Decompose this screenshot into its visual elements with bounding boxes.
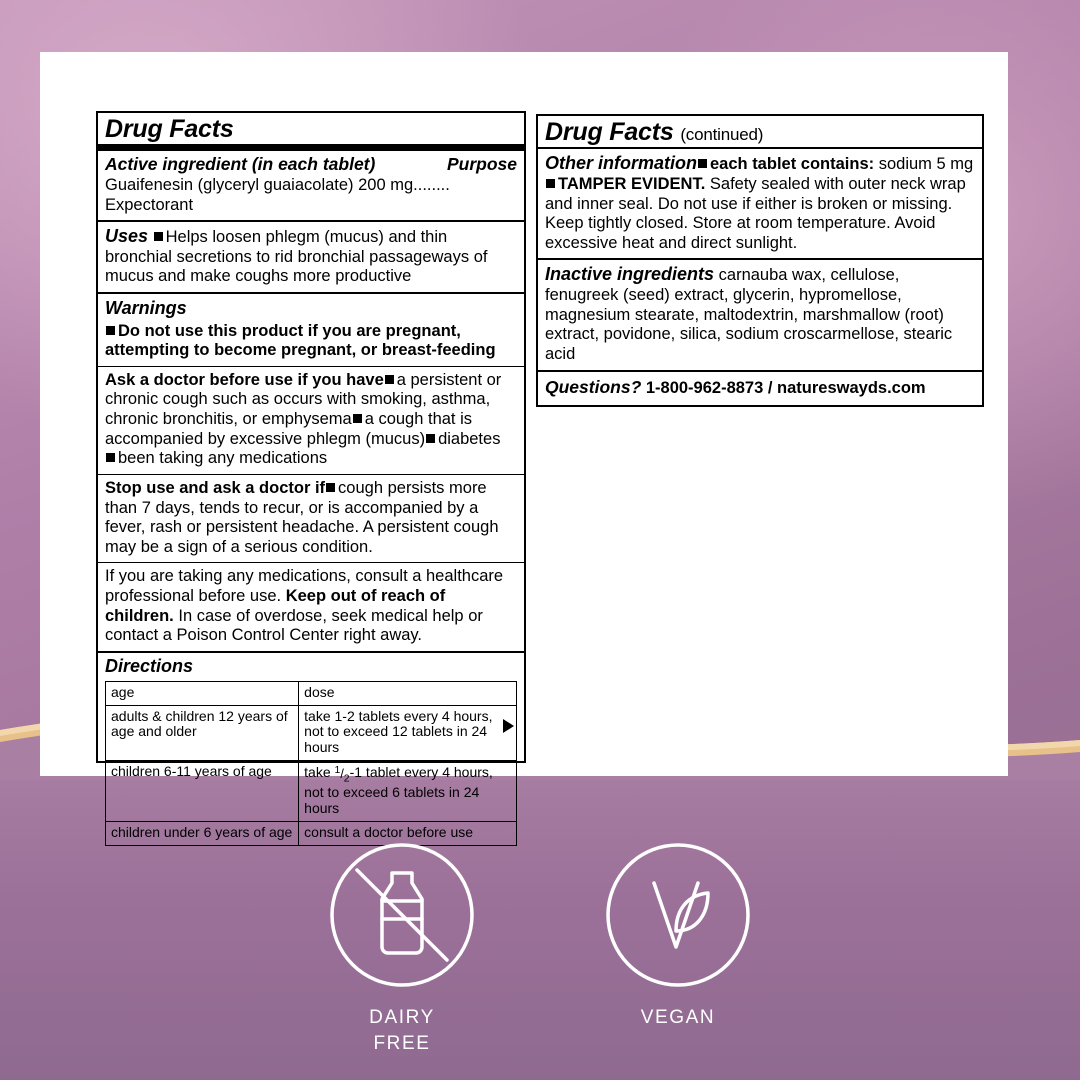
vegan-leaf-icon [602,839,754,991]
dose-row-dose: take 1-2 tablets every 4 hours, not to exceed 12 tablets in 24 hours [299,705,517,761]
dose-row-age: children under 6 years of age [106,821,299,845]
ask-doctor-item-4: been taking any medications [118,449,328,468]
dose-row-age: adults & children 12 years of age and older [106,705,299,761]
tamper-evident-text: Safety sealed with outer neck wrap and inner seal. Do not use if either is broken or missing. Keep tightly closed. Store at room temperature. Avoid excessive heat and direct sunlight. [545,174,966,252]
bullet-square-icon [106,453,115,462]
bullet-square-icon [326,483,335,492]
final-text-2: In case of overdose, seek medical help or contact a Poison Control Center right away. [105,606,483,645]
each-tablet-value: sodium 5 mg [878,155,974,174]
drug-facts-title-text: Drug Facts [545,118,674,146]
label-card [40,52,1008,840]
warnings-pregnancy-text: Do not use this product if you are pregnant, attempting to become pregnant, or breast-feeding [105,321,496,360]
stop-use-text: cough persists more than 7 days, tends to recur, or is accompanied by a fever, rash or persistent headache. A persistent cough may be a sign of a serious condition. [105,478,499,556]
bullet-square-icon [154,232,163,241]
purpose-heading: Purpose [446,154,517,175]
overdose-subsection [98,563,524,651]
dose-prefix: take [304,764,335,781]
badge-dairy-free [292,839,512,1058]
tamper-evident-label: TAMPER EVIDENT. [558,174,706,193]
drug-facts-continued-label: (continued) [680,125,764,144]
dose-row-age: children 6-11 years of age [106,761,299,821]
bullet-square-icon [546,179,555,188]
table-header-row [106,681,517,705]
stop-use-heading: Stop use and ask a doctor if [105,478,326,497]
drug-facts-panel-left [96,111,526,840]
column-header-age: age [106,681,299,705]
bullet-square-icon [698,159,707,168]
active-ingredient-heading: Active ingredient (in each tablet) [105,154,376,175]
dose-suffix: -1 tablet every 4 hours, not to exceed 6 tablets in 24 hours [304,764,493,816]
warnings-section [98,294,524,653]
ask-doctor-heading: Ask a doctor before use if you have [105,370,384,389]
keep-out-of-reach-text: Keep out of reach of children. [105,587,446,625]
questions-heading: Questions? [545,376,642,397]
directions-heading: Directions [105,655,194,676]
bullet-square-icon [385,375,394,384]
active-ingredient-text: Guaifenesin (glyceryl guaiacolate) 200 mg........ Expectorant [105,175,450,214]
other-information-heading: Other information [545,153,697,174]
questions-contact: 1-800-962-8873 / natureswayds.com [645,378,926,397]
table-row [106,705,517,761]
dose-fraction: $^1/_2$ [334,764,350,785]
badge-dairy-free-label-line1: DAIRY [369,1006,435,1028]
certification-badges [0,839,1080,1058]
uses-heading: Uses [105,226,149,247]
uses-section [98,222,524,294]
inactive-ingredients-section [538,260,982,371]
continue-arrow-icon [503,719,514,733]
ask-doctor-subsection [98,367,524,475]
dose-row-dose: consult a doctor before use [299,821,517,845]
inactive-ingredients-text: carnauba wax, cellulose, fenugreek (seed) extract, glycerin, hypromellose, magnesium stearate, maltodextrin, marshmallow (root) extract, povidone, silica, sodium croscarmellose, stearic acid [545,266,953,363]
ask-doctor-item-2: a cough that is accompanied by excessive phlegm (mucus) [105,410,473,448]
directions-section [98,653,524,852]
active-ingredient-section [98,151,524,222]
badge-vegan-label-line1: VEGAN [640,1006,716,1028]
questions-section [538,372,982,406]
bullet-square-icon [353,414,362,423]
inactive-ingredients-heading: Inactive ingredients [545,264,715,285]
drug-facts-title-right [538,116,982,149]
bullet-square-icon [426,434,435,443]
warnings-heading-row [98,294,524,367]
warnings-heading: Warnings [105,298,187,319]
table-row [106,761,517,821]
bullet-square-icon [106,326,115,335]
column-header-dose: dose [299,681,517,705]
ask-doctor-item-1: a persistent or chronic cough such as occurs with smoking, asthma, chronic bronchitis, or emphysema [105,370,502,429]
each-tablet-label: each tablet contains: [710,155,875,174]
badge-dairy-free-label-line2: FREE [373,1033,431,1055]
other-information-section [538,149,982,260]
badge-vegan [568,839,788,1058]
dairy-free-icon [326,839,478,991]
drug-facts-panel-right [536,114,984,407]
final-text-1: If you are taking any medications, consult a healthcare professional before use. [105,567,504,606]
drug-facts-title-left [98,113,524,151]
ask-doctor-item-3: diabetes [438,429,501,448]
uses-text: Helps loosen phlegm (mucus) and thin bronchial secretions to rid bronchial passageways of mucus and make coughs more productive [105,228,488,286]
dose-row-dose [299,761,517,821]
drug-facts-title-text: Drug Facts [105,115,234,143]
stop-use-subsection [98,475,524,564]
directions-table [105,681,517,846]
